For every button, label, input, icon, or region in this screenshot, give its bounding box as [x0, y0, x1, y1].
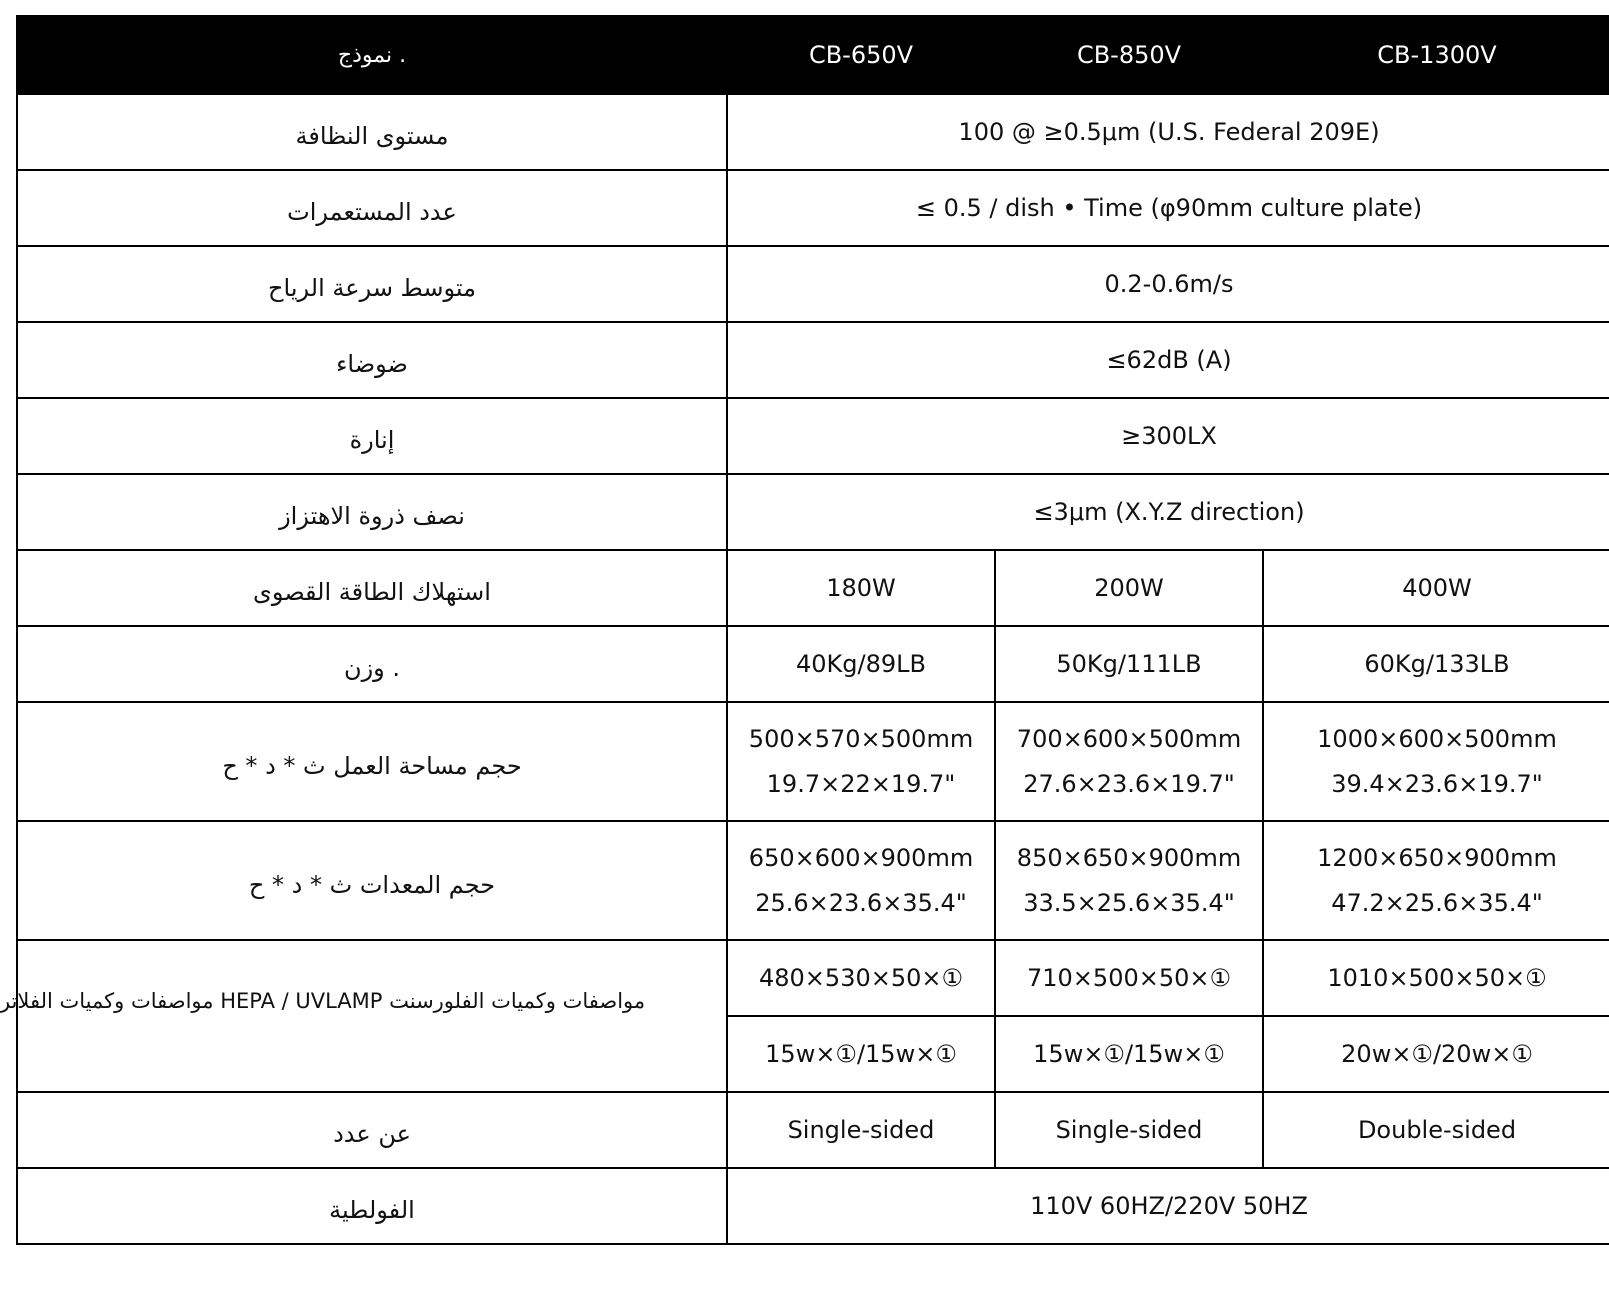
row-weight	[17, 626, 1609, 702]
weight-label: وزن .	[343, 654, 401, 682]
work-area-value-cb-1300v	[1263, 702, 1609, 821]
row-label	[0, 940, 727, 1092]
equipment-size-inch: 25.6×23.6×35.4"	[755, 888, 967, 917]
noise-label: ضوضاء	[336, 350, 408, 378]
voltage-value: 110V 60HZ/220V 50HZ	[727, 1168, 1609, 1244]
work-area-mm: 500×570×500mm	[748, 724, 974, 753]
row-label	[17, 1092, 727, 1168]
power-value-cb-850v: 200W	[995, 550, 1263, 626]
work-area-inch: 27.6×23.6×19.7"	[1023, 769, 1235, 798]
equipment-size-value-cb-850v	[995, 821, 1263, 940]
weight-value-cb-650v: 40Kg/89LB	[727, 626, 995, 702]
row-label	[17, 170, 727, 246]
wind-speed-value: 0.2-0.6m/s	[727, 246, 1609, 322]
filters-label: مواصفات وكميات الفلاتر HEPA / UVLAMP مواصفات وكميات الفلورسنت	[0, 989, 646, 1013]
cleanliness-value: 100 @ ≥0.5μm (U.S. Federal 209E)	[727, 94, 1609, 170]
equipment-size-label: حجم المعدات ث * د * ح	[248, 870, 496, 899]
row-label	[17, 821, 727, 940]
row-equipment-size	[17, 821, 1609, 940]
filters-lamp-cb-850v: 15w×①/15w×①	[995, 1016, 1263, 1092]
vibration-value: ≤3μm (X.Y.Z direction)	[727, 474, 1609, 550]
row-work-area	[17, 702, 1609, 821]
power-label: استهلاك الطاقة القصوى	[253, 578, 491, 606]
sides-value-cb-1300v: Double-sided	[1263, 1092, 1609, 1168]
row-colonies	[17, 170, 1609, 246]
sides-label: عن عدد	[333, 1120, 411, 1148]
row-label	[17, 702, 727, 821]
row-cleanliness	[17, 94, 1609, 170]
row-lighting	[17, 398, 1609, 474]
row-label	[17, 1168, 727, 1244]
weight-value-cb-1300v: 60Kg/133LB	[1263, 626, 1609, 702]
header-model-cb-850v: CB-850V	[995, 16, 1263, 94]
sides-value-cb-650v: Single-sided	[727, 1092, 995, 1168]
work-area-value-cb-650v	[727, 702, 995, 821]
row-label	[17, 398, 727, 474]
header-row	[17, 16, 1609, 94]
weight-value-cb-850v: 50Kg/111LB	[995, 626, 1263, 702]
header-model-cb-1300v: CB-1300V	[1263, 16, 1609, 94]
row-sides	[17, 1092, 1609, 1168]
sides-value-cb-850v: Single-sided	[995, 1092, 1263, 1168]
row-label	[17, 474, 727, 550]
equipment-size-value-cb-650v	[727, 821, 995, 940]
spec-table	[0, 15, 1609, 1245]
header-model-label: نموذج .	[17, 16, 727, 94]
vibration-label: نصف ذروة الاهتزاز	[279, 502, 465, 530]
voltage-label: الفولطية	[329, 1196, 415, 1224]
spec-table-container	[0, 15, 1609, 1295]
row-vibration	[17, 474, 1609, 550]
row-label	[17, 626, 727, 702]
power-value-cb-1300v: 400W	[1263, 550, 1609, 626]
wind-speed-label: متوسط سرعة الرياح	[268, 274, 476, 302]
equipment-size-inch: 33.5×25.6×35.4"	[1023, 888, 1235, 917]
equipment-size-mm: 850×650×900mm	[1016, 843, 1242, 872]
row-wind-speed	[17, 246, 1609, 322]
filters-hepa-cb-850v: 710×500×50×①	[995, 940, 1263, 1016]
header-model-cb-650v: CB-650V	[727, 16, 995, 94]
equipment-size-mm: 1200×650×900mm	[1317, 843, 1557, 872]
equipment-size-mm: 650×600×900mm	[748, 843, 974, 872]
colonies-label: عدد المستعمرات	[287, 198, 457, 226]
equipment-size-value-cb-1300v	[1263, 821, 1609, 940]
row-label	[17, 94, 727, 170]
row-filters-hepa	[17, 940, 1609, 1016]
row-noise	[17, 322, 1609, 398]
work-area-mm: 1000×600×500mm	[1317, 724, 1557, 753]
equipment-size-inch: 47.2×25.6×35.4"	[1331, 888, 1543, 917]
lighting-label: إنارة	[349, 426, 395, 454]
work-area-inch: 19.7×22×19.7"	[766, 769, 956, 798]
row-label	[17, 550, 727, 626]
filters-hepa-cb-650v: 480×530×50×①	[727, 940, 995, 1016]
row-power	[17, 550, 1609, 626]
filters-lamp-cb-650v: 15w×①/15w×①	[727, 1016, 995, 1092]
work-area-inch: 39.4×23.6×19.7"	[1331, 769, 1543, 798]
cleanliness-label: مستوى النظافة	[295, 122, 449, 150]
work-area-label: حجم مساحة العمل ث * د * ح	[222, 751, 522, 780]
work-area-mm: 700×600×500mm	[1016, 724, 1242, 753]
lighting-value: ≥300LX	[727, 398, 1609, 474]
work-area-value-cb-850v	[995, 702, 1263, 821]
row-voltage	[17, 1168, 1609, 1244]
noise-value: ≤62dB (A)	[727, 322, 1609, 398]
row-label	[17, 246, 727, 322]
filters-lamp-cb-1300v: 20w×①/20w×①	[1263, 1016, 1609, 1092]
filters-hepa-cb-1300v: 1010×500×50×①	[1263, 940, 1609, 1016]
power-value-cb-650v: 180W	[727, 550, 995, 626]
row-label	[17, 322, 727, 398]
colonies-value: ≤ 0.5 / dish • Time (φ90mm culture plate)	[727, 170, 1609, 246]
